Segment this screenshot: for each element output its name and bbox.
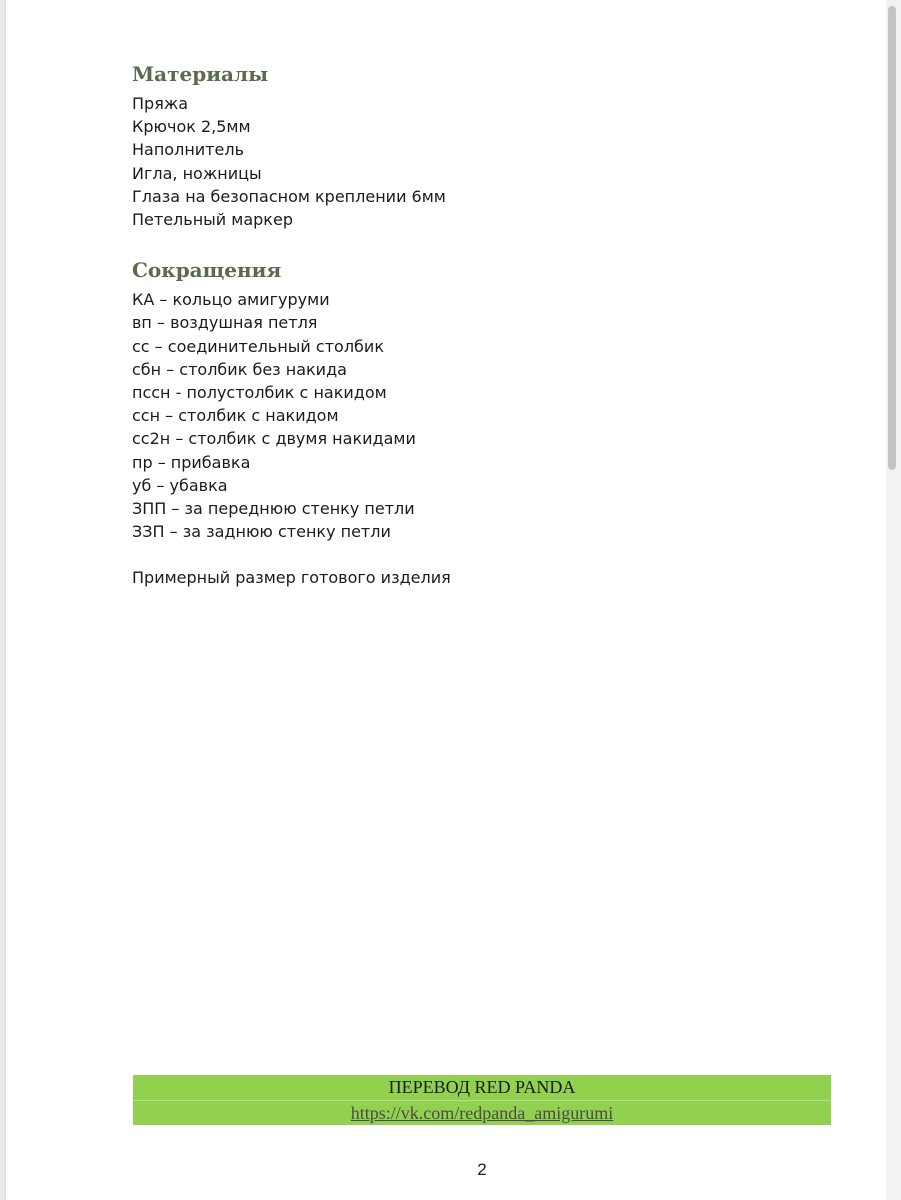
- abbreviation-item: сс2н – столбик с двумя накидами: [132, 429, 416, 449]
- abbreviation-item: сс – соединительный столбик: [132, 336, 384, 356]
- footer-link-row: [133, 1100, 831, 1125]
- materials-item: Наполнитель: [132, 140, 244, 160]
- abbreviation-item: пссн - полустолбик с накидом: [132, 383, 387, 403]
- abbreviation-item: ссн – столбик с накидом: [132, 406, 339, 426]
- translation-footer: [133, 1075, 831, 1125]
- materials-item: Крючок 2,5мм: [132, 117, 251, 137]
- footer-title: ПЕРЕВОД RED PANDA: [388, 1077, 576, 1097]
- abbreviations-list: [132, 288, 832, 543]
- size-note: Примерный размер готового изделия: [132, 568, 451, 588]
- materials-item: Игла, ножницы: [132, 163, 262, 183]
- abbreviation-item: уб – убавка: [132, 475, 228, 495]
- abbreviations-heading: Сокращения: [132, 258, 282, 283]
- materials-item: Глаза на безопасном креплении 6мм: [132, 186, 446, 206]
- abbreviation-item: ЗПП – за переднюю стенку петли: [132, 499, 415, 519]
- page-content: [132, 60, 832, 590]
- materials-list: [132, 92, 832, 231]
- abbreviation-item: пр – прибавка: [132, 452, 251, 472]
- abbreviation-item: КА – кольцо амигуруми: [132, 290, 330, 310]
- abbreviation-item: сбн – столбик без накида: [132, 359, 347, 379]
- materials-item: Пряжа: [132, 94, 189, 113]
- abbreviation-item: вп – воздушная петля: [132, 313, 318, 333]
- page-number: 2: [477, 1160, 487, 1179]
- materials-heading: Материалы: [132, 62, 269, 86]
- abbreviation-item: ЗЗП – за заднюю стенку петли: [132, 522, 391, 542]
- materials-item: Петельный маркер: [132, 210, 293, 230]
- vk-link[interactable]: https://vk.com/redpanda_amigurumi: [350, 1103, 614, 1123]
- scrollbar-thumb[interactable]: [888, 6, 896, 470]
